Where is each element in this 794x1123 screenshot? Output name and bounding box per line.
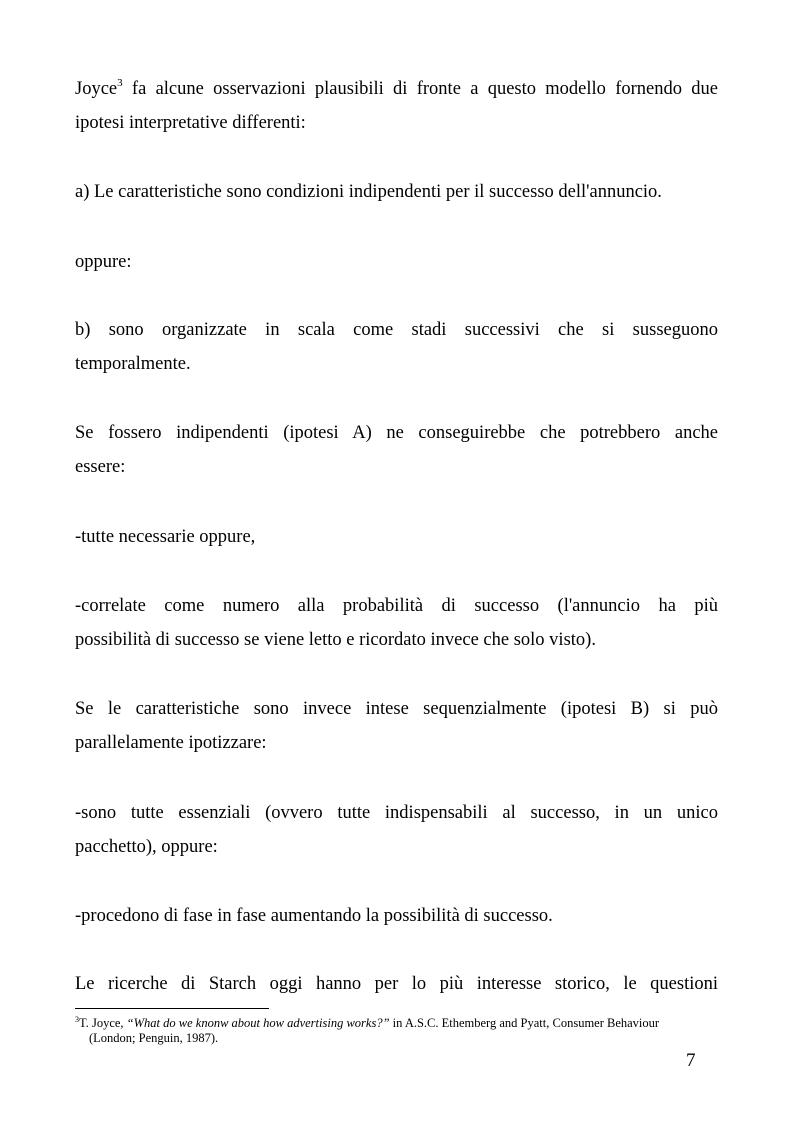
- paragraph-joyce: [75, 72, 718, 140]
- footnote-line: [75, 1016, 659, 1030]
- paragraph-all-necessary: -tutte necessarie oppure,: [75, 527, 256, 547]
- paragraph-hypothesis-a: a) Le caratteristiche sono condizioni indipendenti per il successo dell'annuncio.: [75, 182, 662, 202]
- footnote-marker: 3: [75, 1015, 79, 1024]
- footnote-divider: [75, 1008, 269, 1009]
- footnote: [75, 1016, 735, 1046]
- paragraph-line: Se fossero indipendenti (ipotesi A) ne conseguirebbe che potrebbero anche: [75, 423, 718, 443]
- paragraph-line: essere:: [75, 457, 126, 477]
- paragraph-line: possibilità di successo se viene letto e ricordato invece che solo visto).: [75, 630, 596, 650]
- paragraph-line: [75, 72, 718, 106]
- paragraph-phases: -procedono di fase in fase aumentando la possibilità di successo.: [75, 906, 553, 926]
- paragraph-hypothesis-b: [75, 313, 718, 381]
- paragraph-line: Le ricerche di Starch oggi hanno per lo più interesse storico, le questioni: [75, 974, 718, 994]
- paragraph-line: -correlate come numero alla probabilità di successo (l'annuncio ha più: [75, 596, 718, 616]
- paragraph-line: -sono tutte essenziali (ovvero tutte indispensabili al successo, in un unico: [75, 803, 718, 823]
- paragraph-correlated: [75, 589, 718, 657]
- paragraph-essential: [75, 796, 718, 864]
- page-number: 7: [686, 1050, 696, 1071]
- paragraph-line: parallelamente ipotizzare:: [75, 733, 267, 753]
- line-text: fa alcune osservazioni plausibili di fronte a questo modello fornendo due: [122, 79, 718, 99]
- paragraph-oppure: oppure:: [75, 252, 132, 272]
- paragraph-line: b) sono organizzate in scala come stadi successivi che si susseguono: [75, 320, 718, 340]
- paragraph-line: pacchetto), oppure:: [75, 837, 218, 857]
- footnote-source: in A.S.C. Ethemberg and Pyatt, Consumer Behaviour: [389, 1016, 660, 1030]
- footnote-title: “What do we knonw about how advertising works?”: [126, 1016, 390, 1030]
- footnote-line: (London; Penguin, 1987).: [89, 1031, 219, 1045]
- paragraph-line: ipotesi interpretative differenti:: [75, 113, 306, 133]
- author-name: Joyce: [75, 79, 118, 99]
- paragraph-line: temporalmente.: [75, 354, 191, 374]
- footnote-reference: 3: [117, 77, 123, 89]
- paragraph-sequential: [75, 692, 718, 760]
- footnote-author: T. Joyce,: [79, 1016, 127, 1030]
- paragraph-independent: [75, 416, 718, 484]
- paragraph-line: Se le caratteristiche sono invece intese sequenzialmente (ipotesi B) si può: [75, 699, 718, 719]
- paragraph-starch: [75, 967, 718, 1001]
